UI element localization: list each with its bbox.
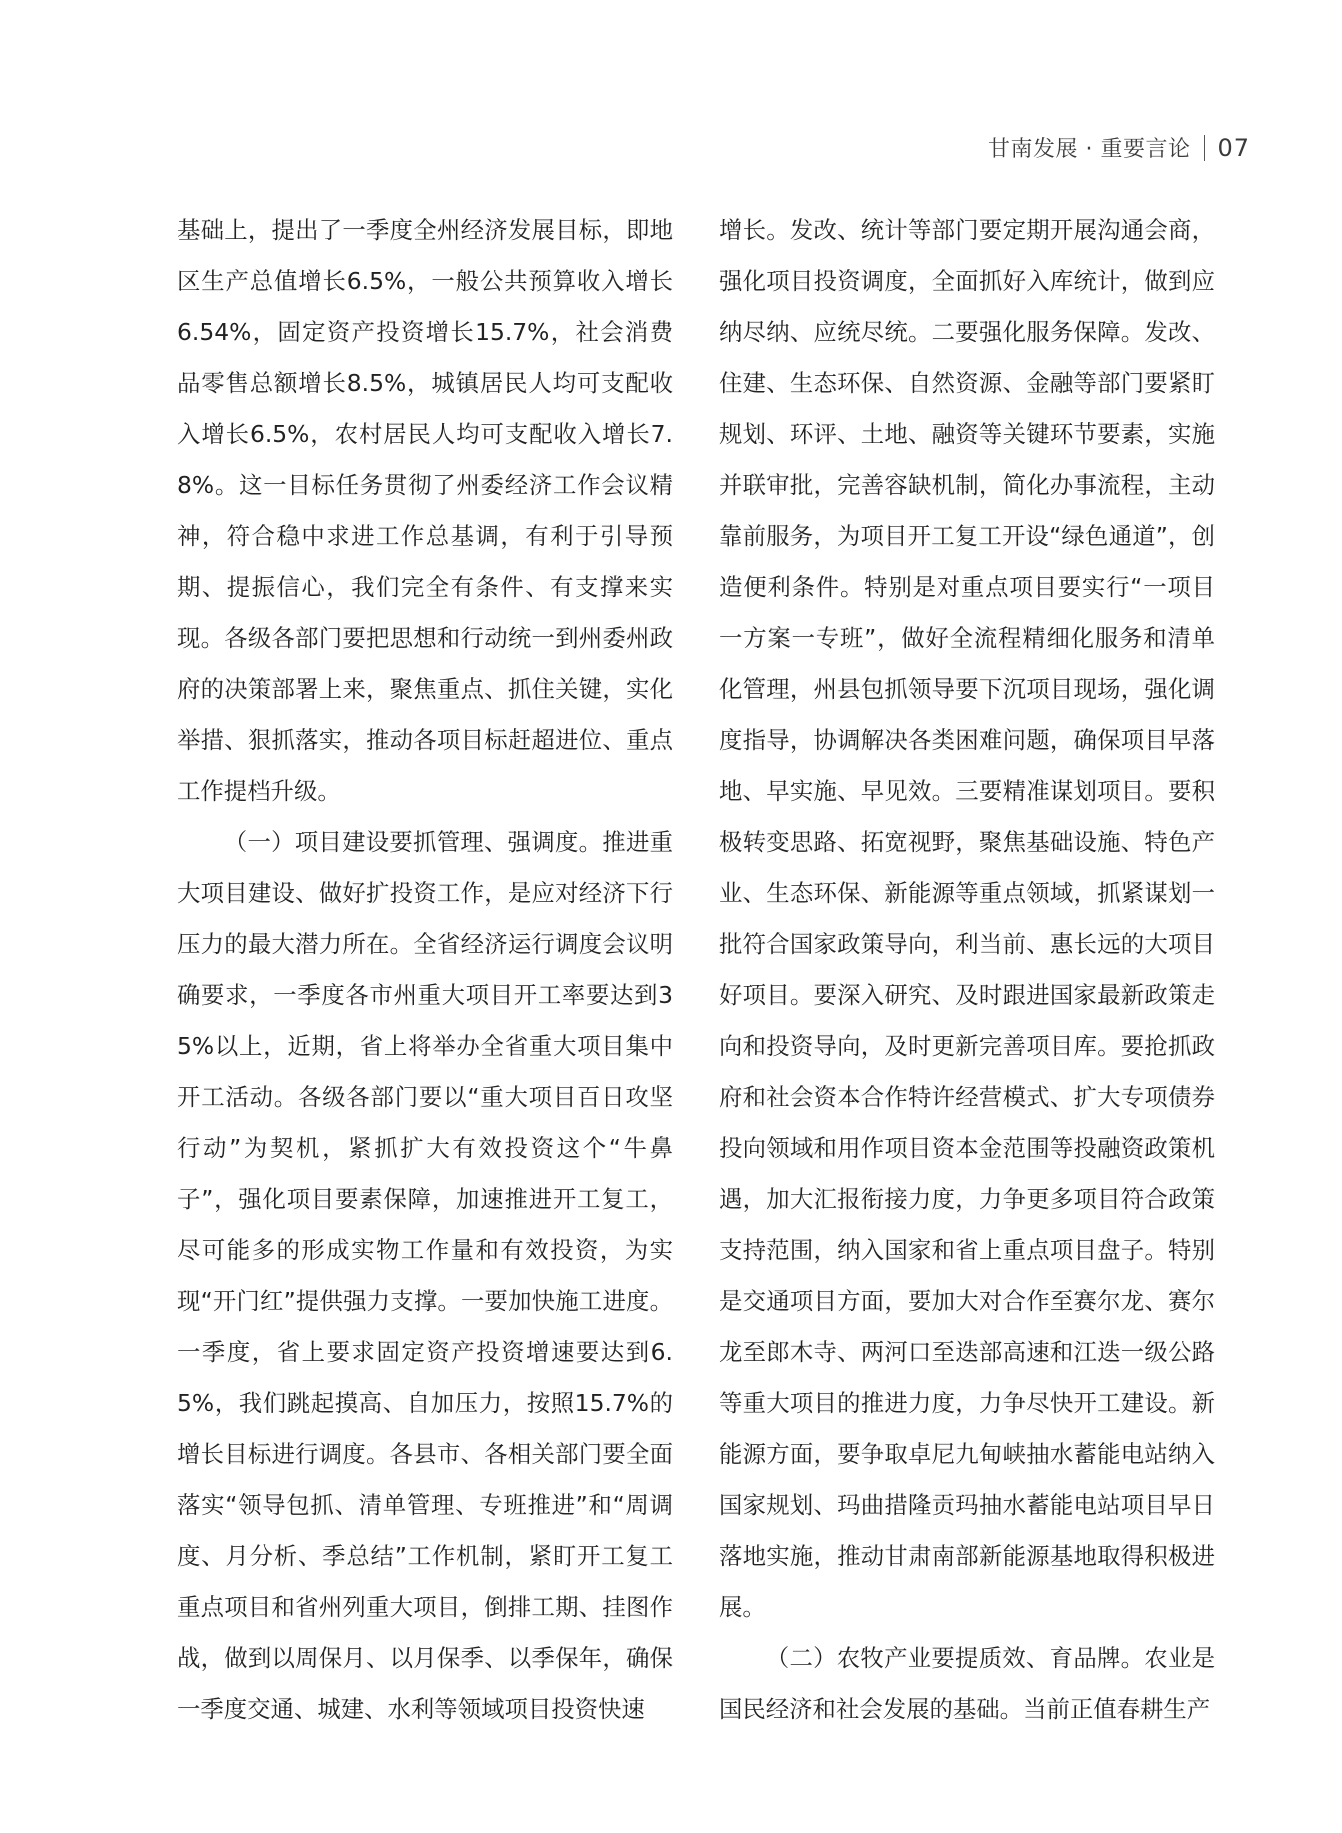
- left-column: [177, 205, 673, 1735]
- paragraph: 增长。发改、统计等部门要定期开展沟通会商，强化项目投资调度，全面抓好入库统计，做到应纳尽纳、应统尽统。二要强化服务保障。发改、住建、生态环保、自然资源、金融等部门要紧盯规划、环评、土地、融资等关键环节要素，实施并联审批，完善容缺机制，简化办事流程，主动靠前服务，为项目开工复工开设“绿色通道”，创造便利条件。特别是对重点项目要实行“一项目一方案一专班”，做好全流程精细化服务和清单化管理，州县包抓领导要下沉项目现场，强化调度指导，协调解决各类困难问题，确保项目早落地、早实施、早见效。三要精准谋划项目。要积极转变思路、拓宽视野，聚焦基础设施、特色产业、生态环保、新能源等重点领域，抓紧谋划一批符合国家政策导向，利当前、惠长远的大项目好项目。要深入研究、及时跟进国家最新政策走向和投资导向，及时更新完善项目库。要抢抓政府和社会资本合作特许经营模式、扩大专项债券投向领域和用作项目资本金范围等投融资政策机遇，加大汇报衔接力度，力争更多项目符合政策支持范围，纳入国家和省上重点项目盘子。特别是交通项目方面，要加大对合作至赛尔龙、赛尔龙至郎木寺、两河口至迭部高速和江迭一级公路等重大项目的推进力度，力争尽快开工建设。新能源方面，要争取卓尼九甸峡抽水蓄能电站纳入国家规划、玛曲措隆贡玛抽水蓄能电站项目早日落地实施，推动甘肃南部新能源基地取得积极进展。: [719, 216, 1215, 1621]
- page-number: 07: [1217, 133, 1250, 162]
- header-divider: [1204, 135, 1205, 161]
- paragraph: 基础上，提出了一季度全州经济发展目标，即地区生产总值增长6.5%，一般公共预算收入增长6.54%，固定资产投资增长15.7%，社会消费品零售总额增长8.5%，城镇居民人均可支配收入增长6.5%，农村居民人均可支配收入增长7.8%。这一目标任务贯彻了州委经济工作会议精神，符合稳中求进工作总基调，有利于引导预期、提振信心，我们完全有条件、有支撑来实现。各级各部门要把思想和行动统一到州委州政府的决策部署上来，聚焦重点、抓住关键，实化举措、狠抓落实，推动各项目标赶超进位、重点工作提档升级。: [177, 216, 673, 805]
- paragraph: （一）项目建设要抓管理、强调度。推进重大项目建设、做好扩投资工作，是应对经济下行压力的最大潜力所在。全省经济运行调度会议明确要求，一季度各市州重大项目开工率要达到35%以上，近期，省上将举办全省重大项目集中开工活动。各级各部门要以“重大项目百日攻坚行动”为契机，紧抓扩大有效投资这个“牛鼻子”，强化项目要素保障，加速推进开工复工，尽可能多的形成实物工作量和有效投资，为实现“开门红”提供强力支撑。一要加快施工进度。一季度，省上要求固定资产投资增速要达到6.5%，我们跳起摸高、自加压力，按照15.7%的增长目标进行调度。各县市、各相关部门要全面落实“领导包抓、清单管理、专班推进”和“周调度、月分析、季总结”工作机制，紧盯开工复工重点项目和省州列重大项目，倒排工期、挂图作战，做到以周保月、以月保季、以季保年，确保一季度交通、城建、水利等领域项目投资快速: [177, 828, 673, 1723]
- section-title: 甘南发展 · 重要言论: [987, 137, 1191, 162]
- paragraph: （二）农牧产业要提质效、育品牌。农业是国民经济和社会发展的基础。当前正值春耕生产: [719, 1644, 1215, 1723]
- running-header: [988, 132, 1250, 163]
- right-column: [719, 205, 1215, 1735]
